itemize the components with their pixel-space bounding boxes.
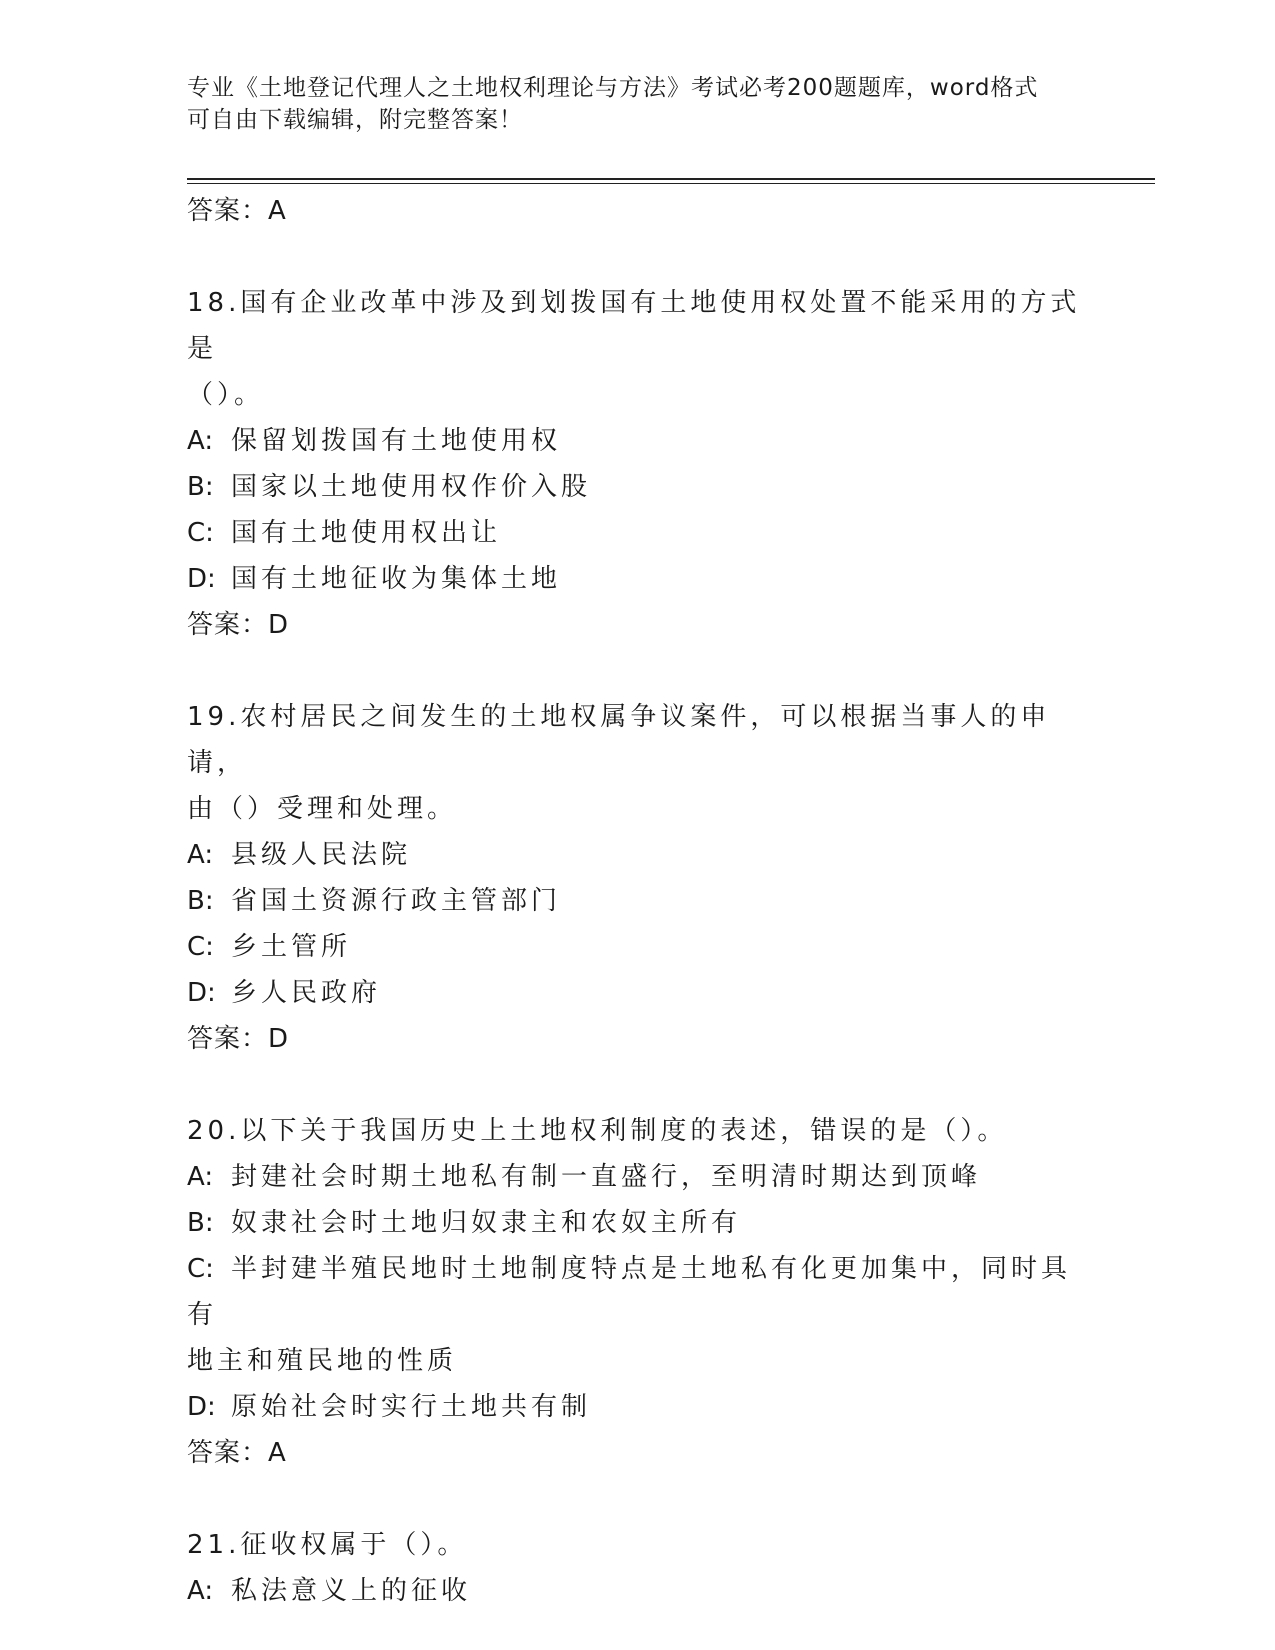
document-body (187, 188, 1087, 1614)
option-text: 奴隶社会时土地归奴隶主和农奴主所有 (231, 1208, 742, 1238)
question-stem: 21.征收权属于（）。 (187, 1530, 468, 1560)
option-b (187, 1200, 1087, 1246)
option-d (187, 970, 1087, 1016)
question-20 (187, 1108, 1087, 1476)
option-key: B: (187, 886, 214, 916)
question-21 (187, 1522, 1087, 1614)
option-a (187, 1154, 1087, 1200)
option-text: 保留划拨国有土地使用权 (231, 426, 562, 456)
option-key: A: (187, 426, 214, 456)
answer-line: 答案：D (187, 1024, 290, 1054)
option-key: A: (187, 840, 214, 870)
option-text: 乡人民政府 (231, 978, 382, 1008)
option-key: C: (187, 1254, 214, 1284)
document-header (187, 72, 1087, 136)
answer-line: 答案：D (187, 610, 290, 640)
question-stem: 19.农村居民之间发生的土地权属争议案件，可以根据当事人的申请， (187, 702, 1051, 778)
option-text: 国有土地征收为集体土地 (231, 564, 562, 594)
option-key: B: (187, 1208, 214, 1238)
option-a (187, 832, 1087, 878)
option-d (187, 1384, 1087, 1430)
option-key: A: (187, 1576, 214, 1606)
option-text: 县级人民法院 (231, 840, 412, 870)
option-text: 国有土地使用权出让 (231, 518, 502, 548)
answer-line: 答案：A (187, 196, 287, 226)
option-key: B: (187, 472, 214, 502)
option-key: C: (187, 932, 214, 962)
option-text: 国家以土地使用权作价入股 (231, 472, 592, 502)
option-d (187, 556, 1087, 602)
option-c-continued: 地主和殖民地的性质 (187, 1346, 458, 1376)
header-divider (187, 178, 1155, 184)
header-line-2: 可自由下载编辑，附完整答案！ (187, 107, 523, 133)
option-a (187, 418, 1087, 464)
option-b (187, 464, 1087, 510)
header-line-1: 专业《土地登记代理人之土地权利理论与方法》考试必考200题题库，word格式 (187, 75, 1039, 101)
option-text: 原始社会时实行土地共有制 (231, 1392, 592, 1422)
question-stem-continued: （）。 (187, 380, 265, 410)
option-text: 乡土管所 (231, 932, 352, 962)
answer-line: 答案：A (187, 1438, 287, 1468)
option-c (187, 1246, 1087, 1338)
option-text: 半封建半殖民地时土地制度特点是土地私有化更加集中，同时具有 (187, 1254, 1072, 1330)
question-18 (187, 280, 1087, 648)
question-stem: 18.国有企业改革中涉及到划拨国有土地使用权处置不能采用的方式是 (187, 288, 1081, 364)
option-b (187, 878, 1087, 924)
option-key: D: (187, 1392, 216, 1422)
option-c (187, 924, 1087, 970)
question-stem: 20.以下关于我国历史上土地权利制度的表述，错误的是（）。 (187, 1116, 1008, 1146)
option-key: A: (187, 1162, 214, 1192)
question-19 (187, 694, 1087, 1062)
option-text: 私法意义上的征收 (231, 1576, 472, 1606)
option-text: 封建社会时期土地私有制一直盛行，至明清时期达到顶峰 (231, 1162, 982, 1192)
option-c (187, 510, 1087, 556)
option-text: 省国土资源行政主管部门 (231, 886, 562, 916)
option-key: D: (187, 564, 216, 594)
option-key: C: (187, 518, 214, 548)
option-a (187, 1568, 1087, 1614)
option-key: D: (187, 978, 216, 1008)
question-stem-continued: 由（）受理和处理。 (187, 794, 458, 824)
